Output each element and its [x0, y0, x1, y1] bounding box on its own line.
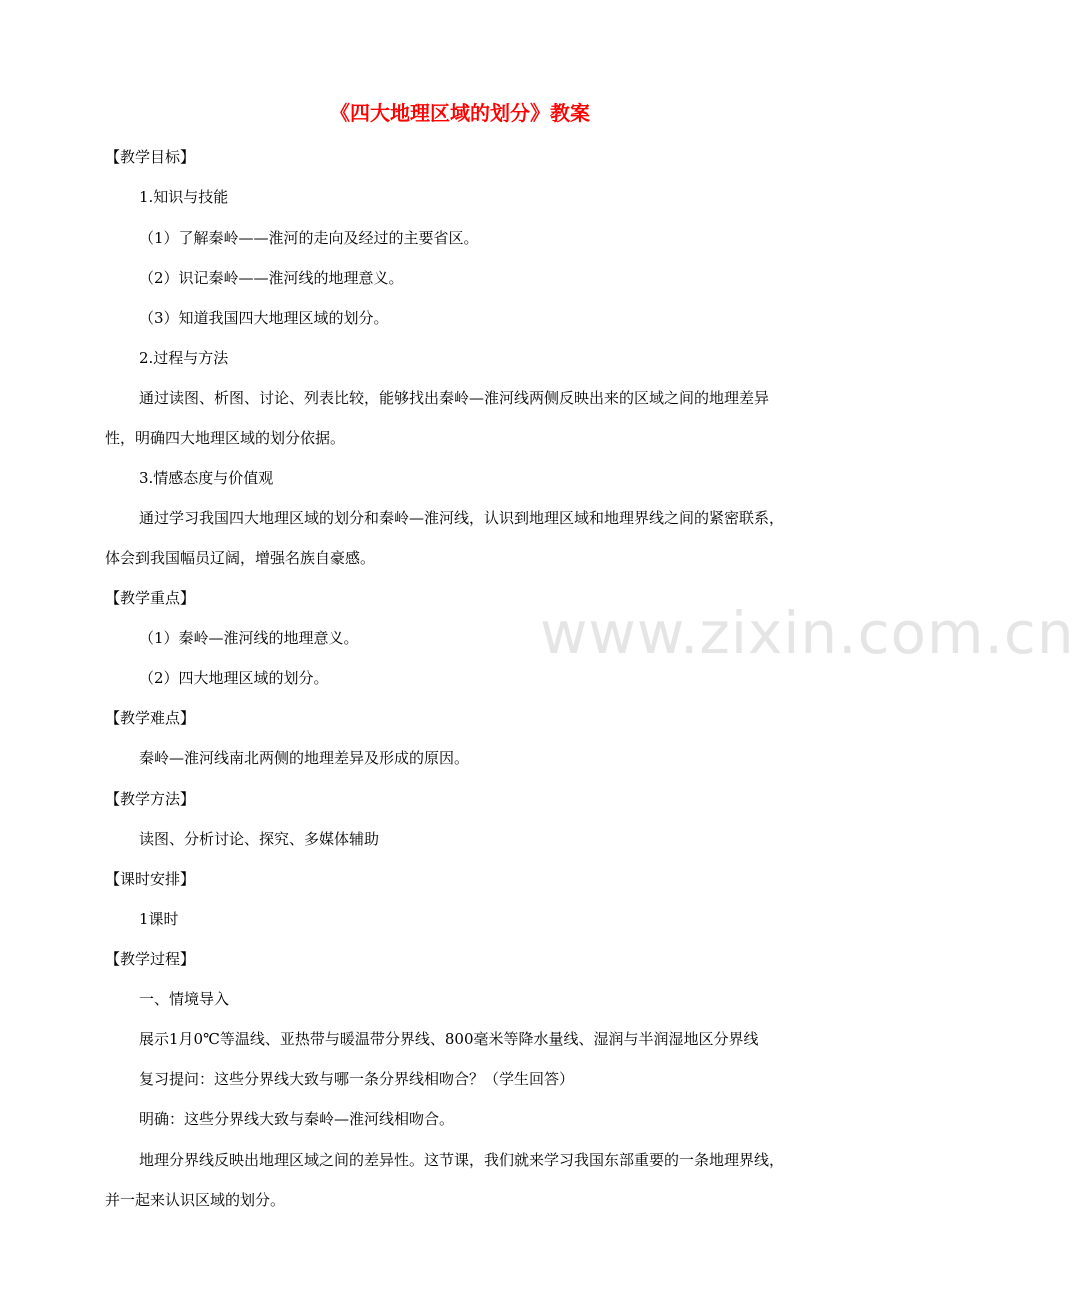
introduction-paragraph-3: 明确：这些分界线大致与秦岭—淮河线相吻合。	[139, 1110, 455, 1128]
section-heading-schedule: 【课时安排】	[105, 870, 196, 888]
key-point-item-1: （1）秦岭—淮河线的地理意义。	[139, 629, 359, 647]
methods-text: 读图、分析讨论、探究、多媒体辅助	[139, 830, 380, 848]
objective-item-1: （1）了解秦岭——淮河的走向及经过的主要省区。	[139, 229, 479, 247]
document-title: 《四大地理区域的划分》教案	[330, 101, 590, 125]
subheading-process-method: 2.过程与方法	[139, 349, 229, 367]
introduction-paragraph-1: 展示1月0℃等温线、亚热带与暖温带分界线、800毫米等降水量线、湿润与半润湿地区分界线	[139, 1030, 759, 1048]
schedule-text: 1课时	[139, 910, 179, 928]
section-heading-objectives: 【教学目标】	[105, 148, 196, 166]
introduction-paragraph-2: 复习提问：这些分界线大致与哪一条分界线相吻合？（学生回答）	[139, 1070, 575, 1088]
subheading-knowledge-skills: 1.知识与技能	[139, 188, 229, 206]
subheading-introduction: 一、情境导入	[139, 990, 230, 1008]
paragraph-attitude-line-1: 通过学习我国四大地理区域的划分和秦岭—淮河线，认识到地理区域和地理界线之间的紧密联系，	[139, 509, 785, 527]
section-heading-methods: 【教学方法】	[105, 790, 196, 808]
section-heading-process: 【教学过程】	[105, 950, 196, 968]
difficulty-text: 秦岭—淮河线南北两侧的地理差异及形成的原因。	[139, 749, 470, 767]
section-heading-key-points: 【教学重点】	[105, 589, 196, 607]
paragraph-process-line-2: 性，明确四大地理区域的划分依据。	[105, 429, 346, 447]
subheading-attitude-values: 3.情感态度与价值观	[139, 469, 274, 487]
introduction-paragraph-4-line-1: 地理分界线反映出地理区域之间的差异性。这节课，我们就来学习我国东部重要的一条地理界线，	[139, 1151, 785, 1169]
paragraph-process-line-1: 通过读图、析图、讨论、列表比较，能够找出秦岭—淮河线两侧反映出来的区域之间的地理差异	[139, 389, 770, 407]
objective-item-3: （3）知道我国四大地理区域的划分。	[139, 309, 389, 327]
objective-item-2: （2）识记秦岭——淮河线的地理意义。	[139, 269, 404, 287]
watermark: www.zixin.com.cn	[540, 599, 1075, 667]
section-heading-difficulties: 【教学难点】	[105, 709, 196, 727]
paragraph-attitude-line-2: 体会到我国幅员辽阔，增强名族自豪感。	[105, 549, 376, 567]
introduction-paragraph-4-line-2: 并一起来认识区域的划分。	[105, 1191, 286, 1209]
key-point-item-2: （2）四大地理区域的划分。	[139, 669, 329, 687]
